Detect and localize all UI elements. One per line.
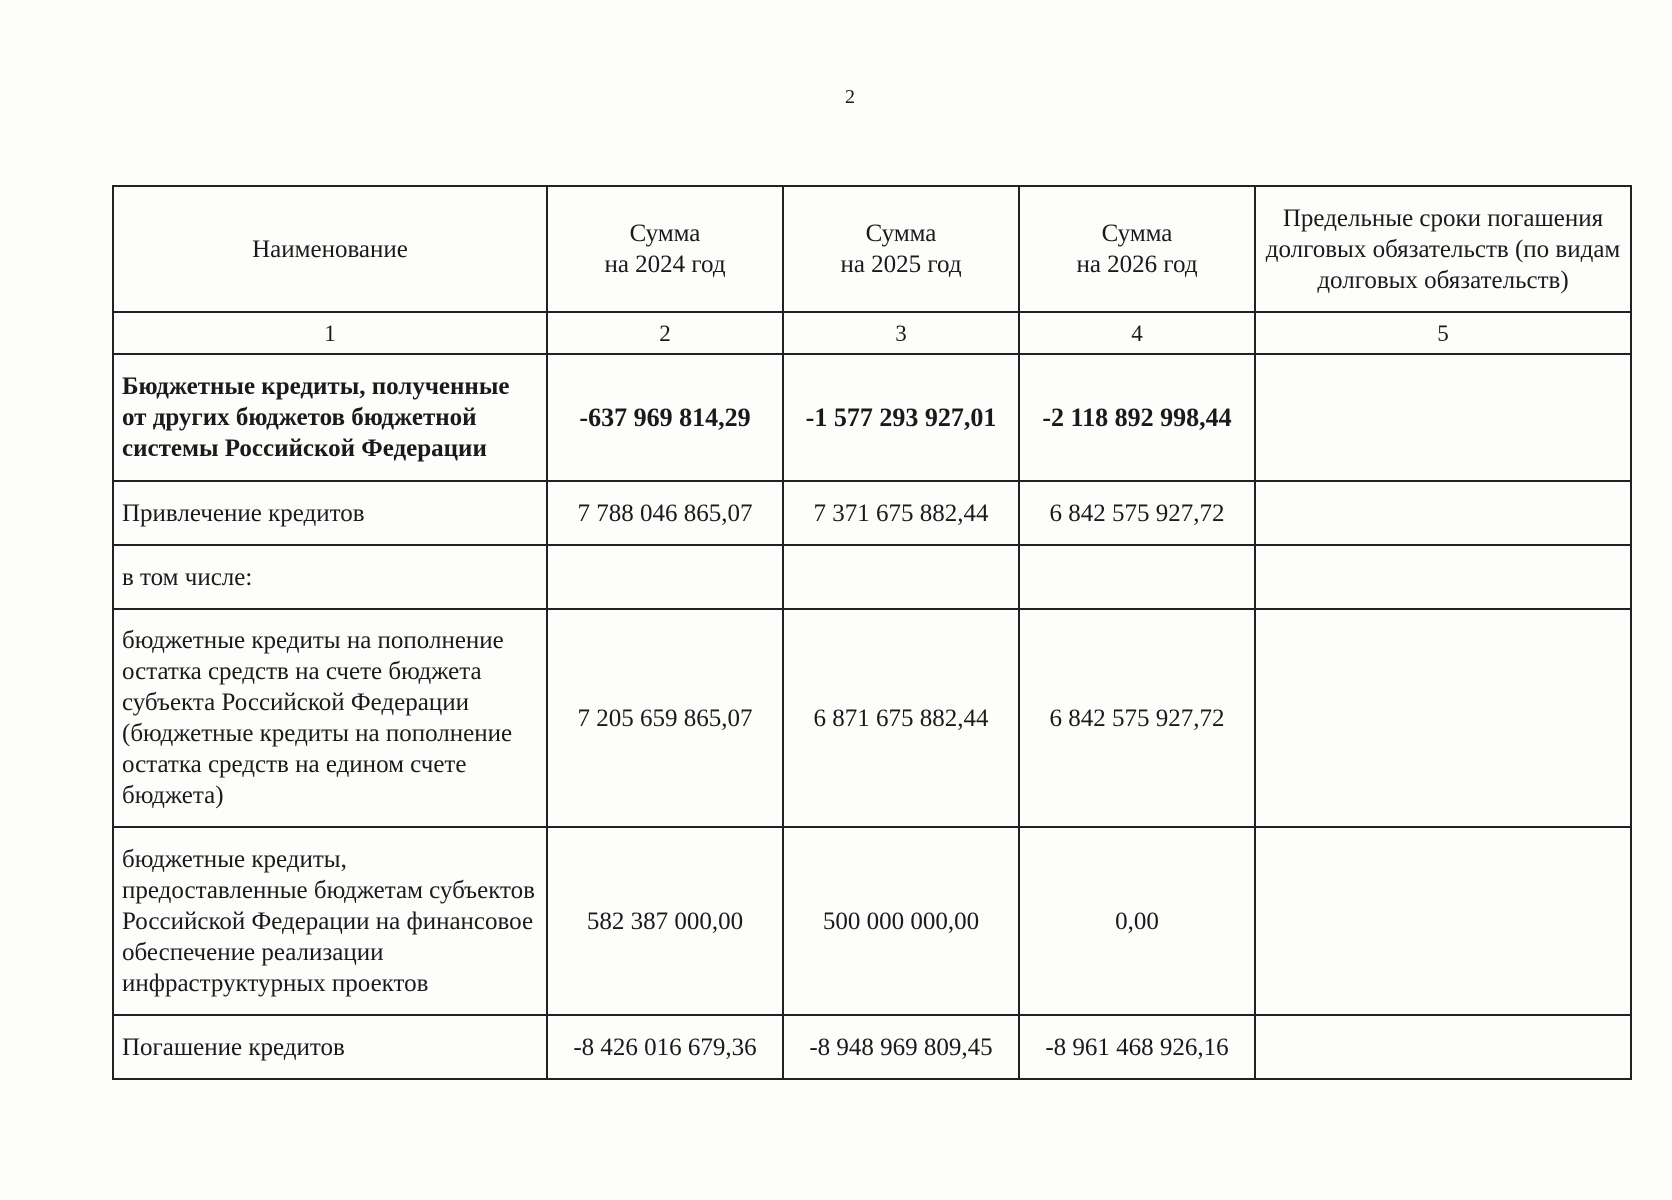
table-row xyxy=(113,481,1631,545)
value-2024 xyxy=(547,545,783,609)
terms-cell xyxy=(1255,1015,1631,1079)
table-header-row xyxy=(113,186,1631,312)
table-row xyxy=(113,827,1631,1015)
terms-cell xyxy=(1255,354,1631,481)
table-row xyxy=(113,354,1631,481)
column-index: 2 xyxy=(547,312,783,354)
terms-cell xyxy=(1255,481,1631,545)
terms-cell xyxy=(1255,827,1631,1015)
row-name: в том числе: xyxy=(113,545,547,609)
value-2025: 500 000 000,00 xyxy=(783,827,1019,1015)
value-2025: 6 871 675 882,44 xyxy=(783,609,1019,827)
column-index: 1 xyxy=(113,312,547,354)
value-2025 xyxy=(783,545,1019,609)
header-sum-2024: Сумма на 2024 год xyxy=(547,186,783,312)
row-name: Привлечение кредитов xyxy=(113,481,547,545)
value-2024: 7 205 659 865,07 xyxy=(547,609,783,827)
table-row xyxy=(113,609,1631,827)
value-2026 xyxy=(1019,545,1255,609)
value-2024: 582 387 000,00 xyxy=(547,827,783,1015)
value-2025: -1 577 293 927,01 xyxy=(783,354,1019,481)
value-2026: 0,00 xyxy=(1019,827,1255,1015)
header-name: Наименование xyxy=(113,186,547,312)
row-name: бюджетные кредиты, предоставленные бюджетам субъектов Российской Федерации на финансовое обеспечение реализации инфраструктурных проектов xyxy=(113,827,547,1015)
terms-cell xyxy=(1255,545,1631,609)
table-row xyxy=(113,545,1631,609)
budget-credits-table xyxy=(112,185,1632,1080)
table-row xyxy=(113,1015,1631,1079)
value-2024: -8 426 016 679,36 xyxy=(547,1015,783,1079)
value-2024: 7 788 046 865,07 xyxy=(547,481,783,545)
header-sum-2025: Сумма на 2025 год xyxy=(783,186,1019,312)
column-index: 5 xyxy=(1255,312,1631,354)
column-index: 4 xyxy=(1019,312,1255,354)
value-2025: 7 371 675 882,44 xyxy=(783,481,1019,545)
header-sum-2026: Сумма на 2026 год xyxy=(1019,186,1255,312)
column-index-row xyxy=(113,312,1631,354)
header-terms: Предельные сроки погашения долговых обязательств (по видам долговых обязательств) xyxy=(1255,186,1631,312)
page-number: 2 xyxy=(845,86,855,108)
value-2026: -2 118 892 998,44 xyxy=(1019,354,1255,481)
row-name: Погашение кредитов xyxy=(113,1015,547,1079)
value-2024: -637 969 814,29 xyxy=(547,354,783,481)
value-2026: -8 961 468 926,16 xyxy=(1019,1015,1255,1079)
terms-cell xyxy=(1255,609,1631,827)
row-name: Бюджетные кредиты, полученные от других бюджетов бюджетной системы Российской Федерации xyxy=(113,354,547,481)
value-2026: 6 842 575 927,72 xyxy=(1019,609,1255,827)
row-name: бюджетные кредиты на пополнение остатка средств на счете бюджета субъекта Российской Федерации (бюджетные кредиты на пополнение остатка средств на едином счете бюджета) xyxy=(113,609,547,827)
value-2025: -8 948 969 809,45 xyxy=(783,1015,1019,1079)
value-2026: 6 842 575 927,72 xyxy=(1019,481,1255,545)
column-index: 3 xyxy=(783,312,1019,354)
